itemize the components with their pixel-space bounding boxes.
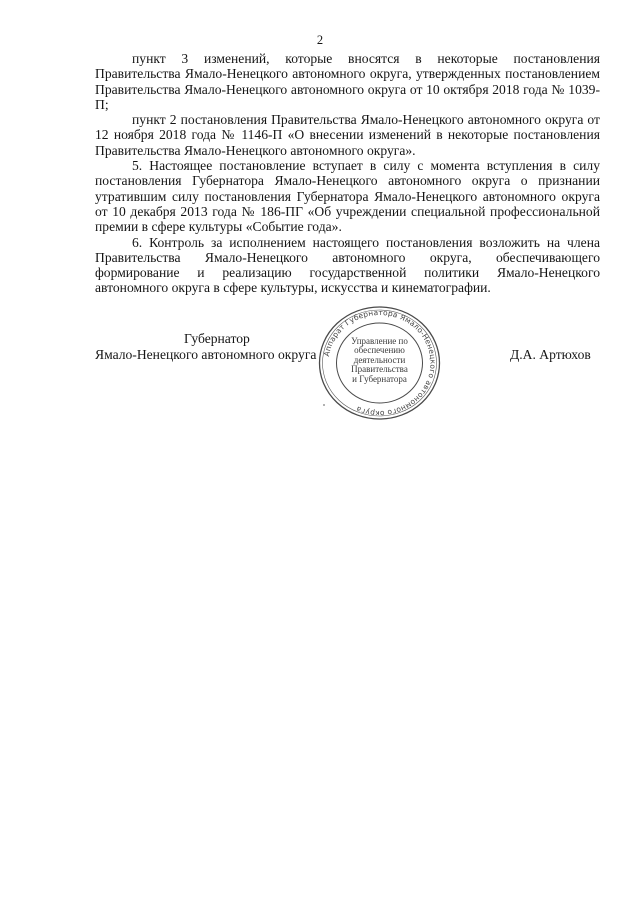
- signatory-name: Д.А. Артюхов: [510, 347, 591, 362]
- paragraph: пункт 3 изменений, которые вносятся в некоторые постановления Правительства Ямало-Ненецкого автономного округа, утвержденных постановлением Правительства Ямало-Ненецкого автономного округа от 10 октября 2018 года № 1039-П;: [95, 51, 600, 112]
- scan-speck: [323, 404, 325, 406]
- document-body: [95, 51, 600, 296]
- paragraph: 5. Настоящее постановление вступает в силу с момента вступления в силу постановления Губернатора Ямало-Ненецкого автономного округа о признании утратившим силу постановления Губернатора Ямало-Ненецкого автономного округа от 10 декабря 2013 года № 186-ПГ «Об учреждении специальной профессиональной премии в сфере культуры «Событие года».: [95, 158, 600, 235]
- page-number: 2: [316, 33, 324, 47]
- signatory-title: Губернатор: [184, 331, 250, 346]
- signatory-organization: Ямало-Ненецкого автономного округа: [95, 347, 317, 362]
- official-stamp: [317, 305, 442, 421]
- stamp-ring-text: Аппарат Губернатора Ямало-Ненецкого автономного округа: [321, 307, 438, 419]
- paragraph: 6. Контроль за исполнением настоящего постановления возложить на члена Правительства Ямало-Ненецкого автономного округа, обеспечивающего формирование и реализацию государственной политики Ямало-Ненецкого автономного округа в сфере культуры, искусства и кинематографии.: [95, 234, 600, 296]
- stamp-center-text: Управление по обеспечению деятельности Правительства и Губернатора: [351, 336, 408, 384]
- paragraph: пункт 2 постановления Правительства Ямало-Ненецкого автономного округа от 12 ноября 2018 года № 1146-П «О внесении изменений в некоторые постановления Правительства Ямало-Ненецкого автономного округа».: [95, 112, 600, 158]
